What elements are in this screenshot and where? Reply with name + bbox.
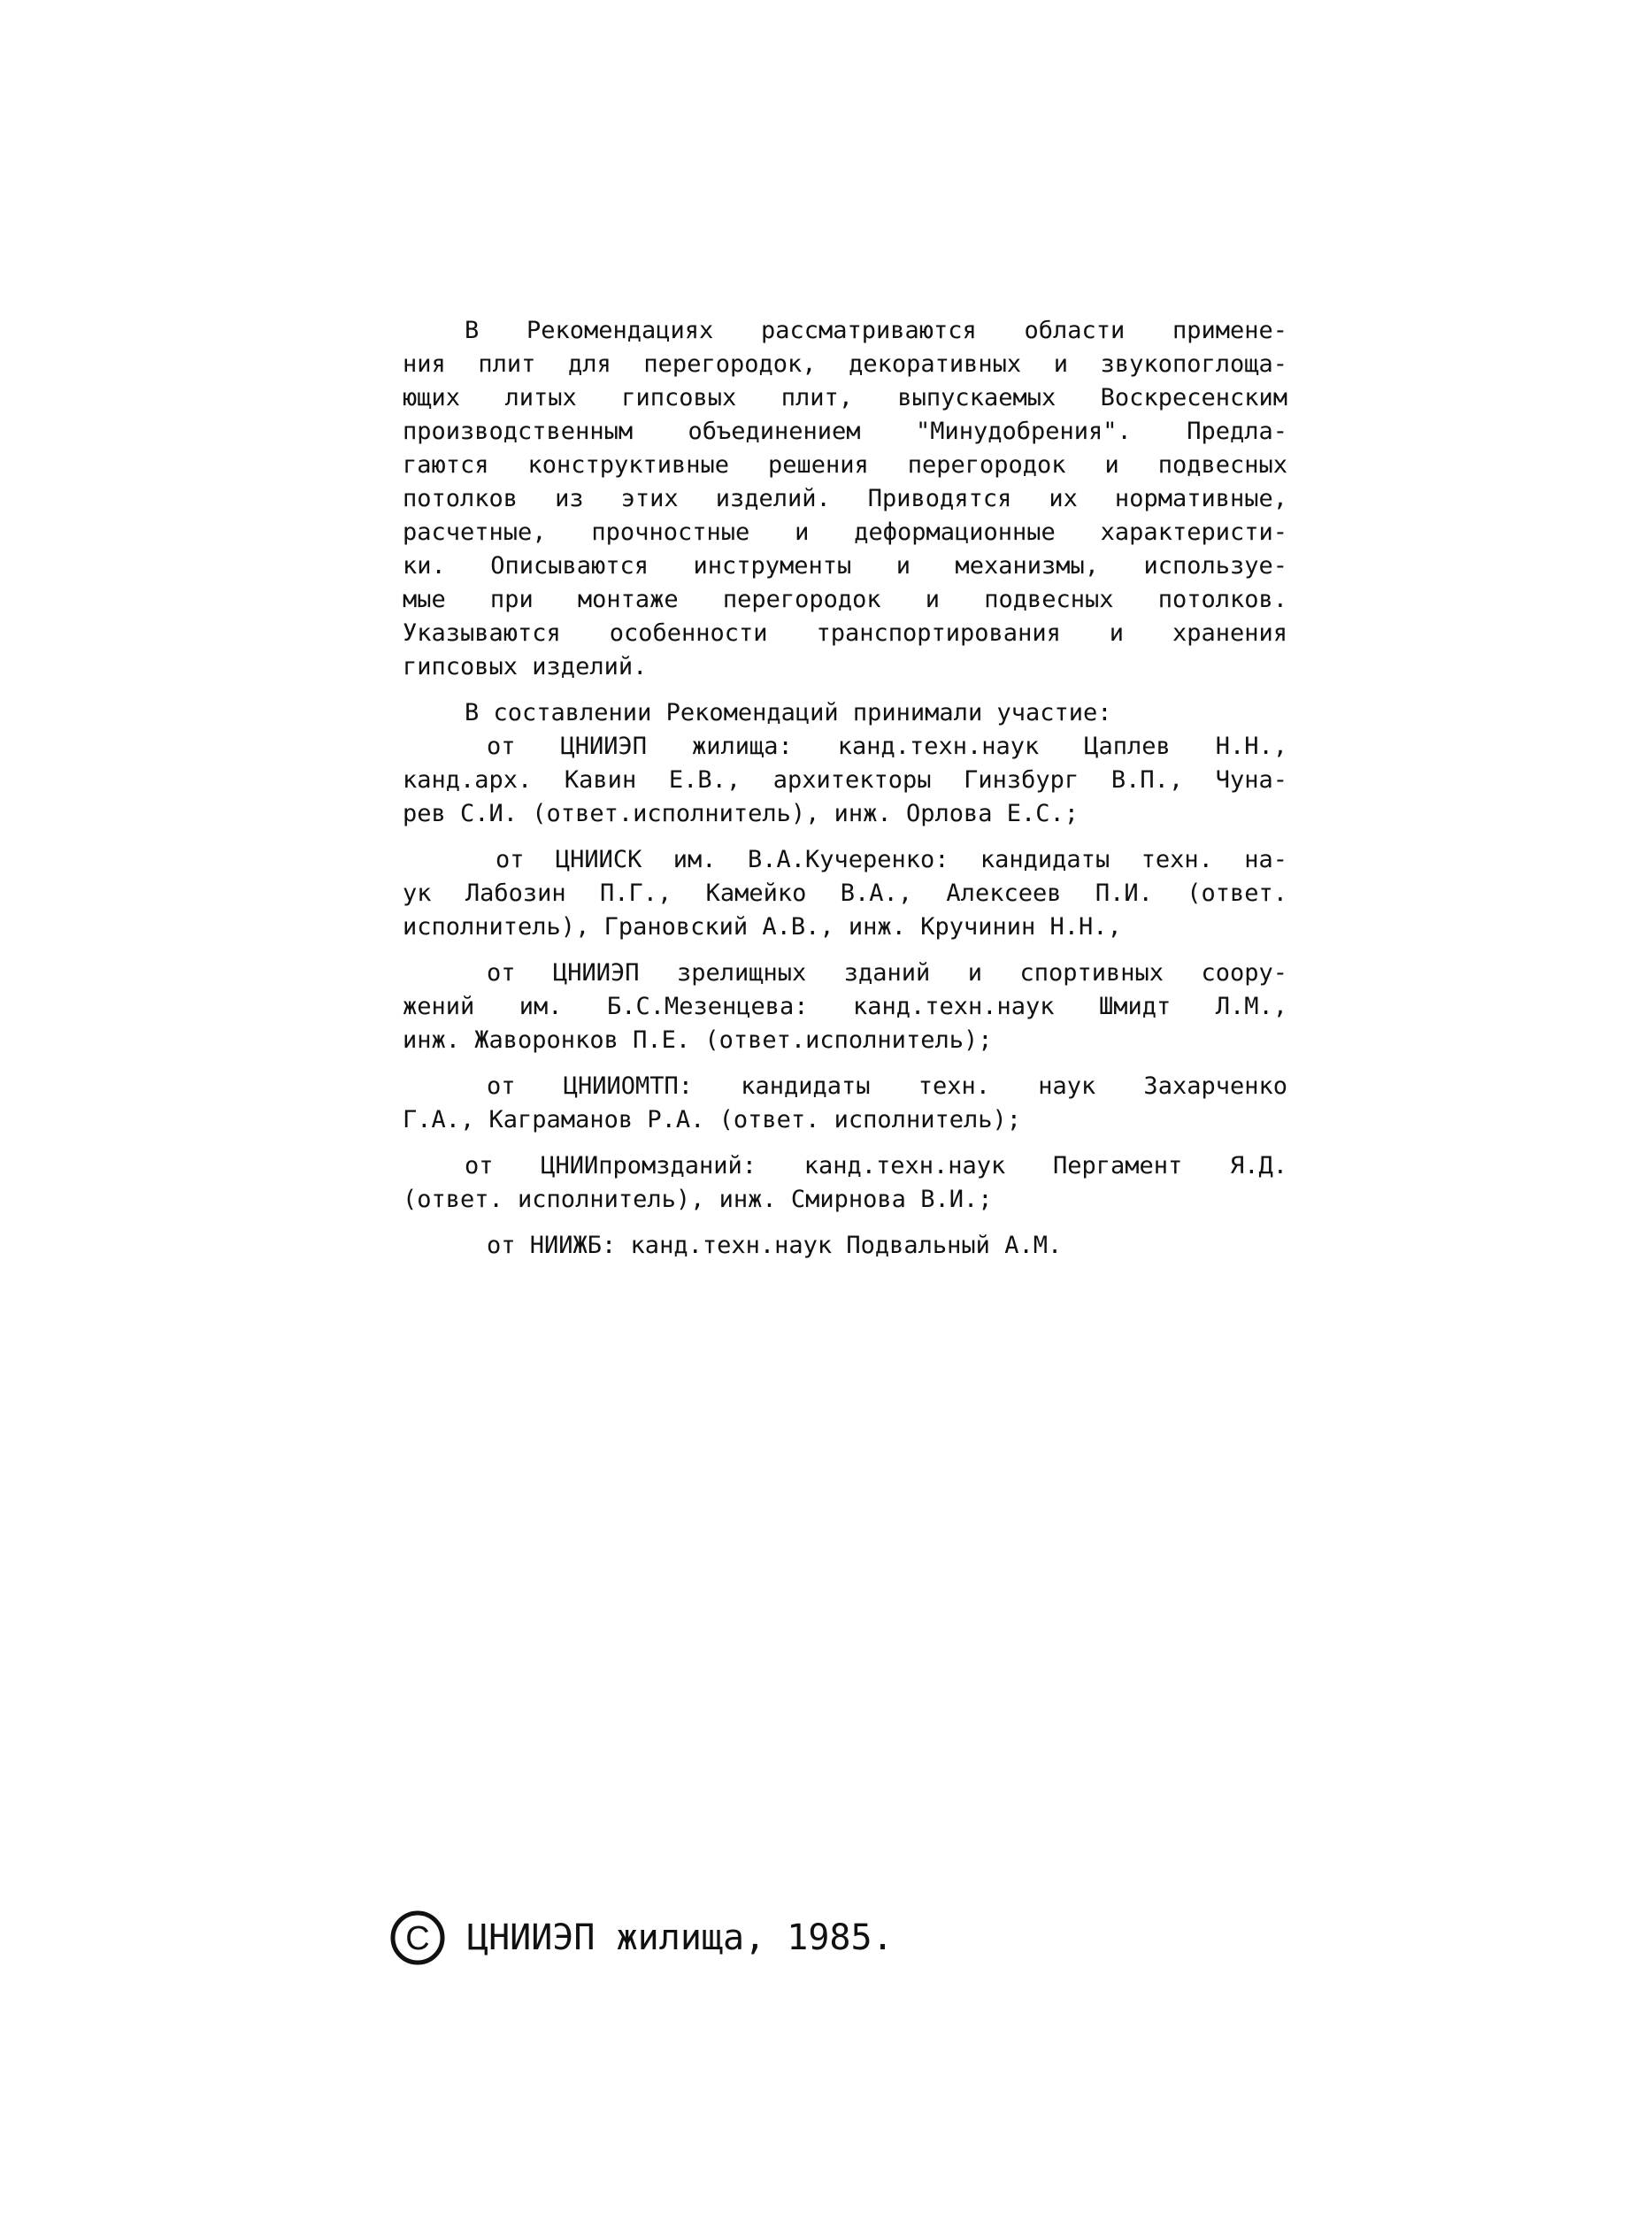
contributors-intro: В составлении Рекомендаций принимали участие:: [465, 699, 1112, 726]
abstract-line: потолков из этих изделий. Приводятся их нормативные,: [403, 485, 1287, 512]
contributor-line: ук Лабозин П.Г., Камейко В.А., Алексеев П.И. (ответ.: [403, 880, 1287, 907]
abstract-line: Указываются особенности транспортирования и хранения: [403, 619, 1287, 647]
abstract-line: ки. Описываются инструменты и механизмы, используе-: [403, 552, 1287, 580]
abstract-line: В Рекомендациях рассматриваются области примене-: [465, 317, 1287, 344]
annotation-text: [403, 314, 1287, 1263]
copyright-symbol: C: [405, 1920, 430, 1957]
contributor-line: от ЦНИИпромзданий: канд.техн.наук Пергамент Я.Д.: [465, 1152, 1287, 1179]
contributor-line: от ЦНИИОМТП: кандидаты техн. наук Захарченко: [487, 1072, 1287, 1100]
abstract-line: ния плит для перегородок, декоративных и звукопоглоща-: [403, 350, 1287, 378]
copyright-icon: [389, 1909, 446, 1966]
abstract-line: ющих литых гипсовых плит, выпускаемых Воскресенским: [403, 384, 1287, 411]
contributor-line: от ЦНИИСК им. В.А.Кучеренко: кандидаты техн. на-: [496, 846, 1287, 873]
contributor-line: жений им. Б.С.Мезенцева: канд.техн.наук Шмидт Л.М.,: [403, 993, 1287, 1020]
contributor-line: от ЦНИИЭП зрелищных зданий и спортивных соору-: [487, 959, 1287, 987]
abstract-line: расчетные, прочностные и деформационные характеристи-: [403, 519, 1287, 546]
contributor-line: рев С.И. (ответ.исполнитель), инж. Орлова Е.С.;: [403, 800, 1080, 827]
copyright-notice: [389, 1902, 894, 1973]
abstract-line: гаются конструктивные решения перегородок и подвесных: [403, 451, 1287, 479]
contributor-line: от ЦНИИЭП жилища: канд.техн.наук Цаплев Н.Н.,: [487, 733, 1287, 760]
contributor-line: (ответ. исполнитель), инж. Смирнова В.И.;: [403, 1186, 993, 1213]
contributor-line: исполнитель), Грановский А.В., инж. Кручинин Н.Н.,: [403, 913, 1122, 941]
copyright-text: ЦНИИЭП жилища, 1985.: [467, 1917, 894, 1958]
contributor-line: Г.А., Каграманов Р.А. (ответ. исполнитель);: [403, 1106, 1021, 1133]
abstract-line: производственным объединением "Минудобрения". Предла-: [403, 418, 1287, 445]
contributor-line: инж. Жаворонков П.Е. (ответ.исполнитель);: [403, 1026, 993, 1054]
contributor-line: канд.арх. Кавин Е.В., архитекторы Гинзбург В.П., Чуна-: [403, 766, 1287, 794]
abstract-line: мые при монтаже перегородок и подвесных потолков.: [403, 586, 1287, 613]
abstract-line: гипсовых изделий.: [403, 653, 648, 680]
contributor-line: от НИИЖБ: канд.техн.наук Подвальный А.М.: [487, 1232, 1063, 1259]
